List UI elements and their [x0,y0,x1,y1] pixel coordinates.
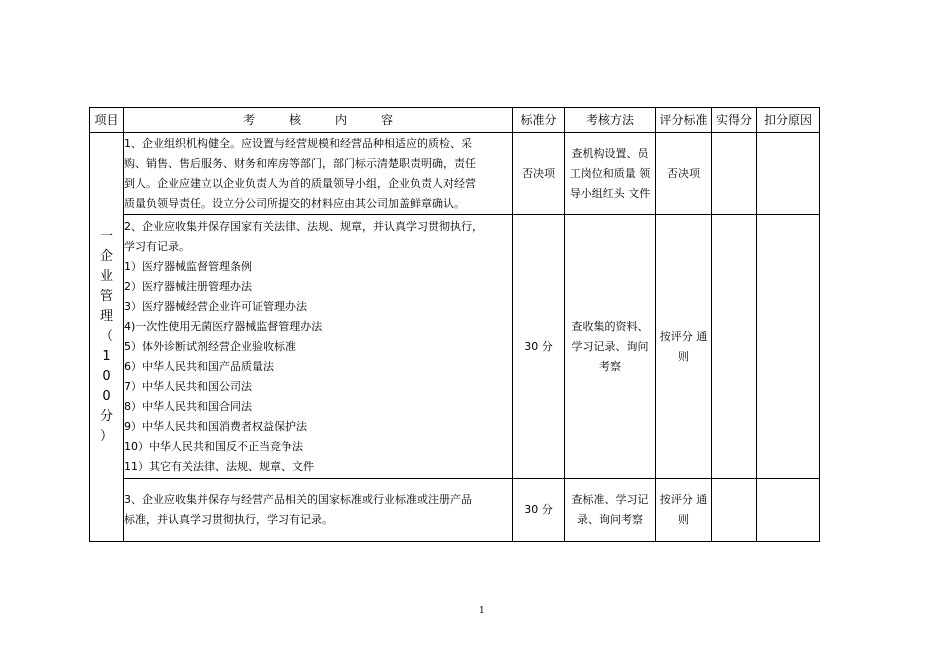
method-line: 学习记录、询问 [571,339,649,353]
content-line: 9）中华人民共和国消费者权益保护法 [124,419,307,433]
header-content [124,108,513,133]
content-line: 5）体外诊断试剂经营企业验收标准 [124,339,296,353]
method-line: 文件 [628,186,651,200]
content-cell [124,479,513,542]
table-row [90,479,820,542]
content-line: 标准，并认真学习贯彻执行，学习有记录。 [124,513,333,526]
category-cell [90,133,124,542]
content-line: 1、企业组织机构健全。应设置与经营规模和经营品种相适应的质检、采 [124,136,472,150]
method-line: 查机构设置、员 [571,146,649,160]
category-char: 0 [102,389,111,404]
header-score: 标准分 [513,108,565,133]
content-line: 3、企业应收集并保存与经营产品相关的国家标准或行业标准或注册产品 [124,493,472,506]
content-line: 2、企业应收集并保存国家有关法律、法规、规章，并认真学习贯彻执行， [124,219,483,233]
content-cell [124,215,513,479]
method-cell [565,479,656,542]
header-criteria: 评分标准 [656,108,712,133]
actual-score-cell [712,133,757,215]
content-line: 8）中华人民共和国合同法 [124,399,252,413]
table-row [90,215,820,479]
category-char: ） [99,429,113,444]
content-line: 10）中华人民共和国反不正当竞争法 [124,439,303,453]
header-item: 项目 [90,108,124,133]
assessment-table [89,107,820,542]
criteria-cell [656,133,712,215]
criteria-line: 通则 [678,329,708,363]
page-number: 1 [479,606,485,616]
category-char: 管 [99,289,113,304]
method-line: 考察 [599,359,621,373]
content-cell [124,133,513,215]
actual-score-cell [712,479,757,542]
method-line: 查标准、学习记 [571,493,649,506]
header-row [90,108,820,133]
score-cell: 30 分 [513,479,565,542]
content-line: 质量负领导责任。设立分公司所提交的材料应由其公司加盖鲜章确认。 [124,196,465,210]
content-line: 1）医疗器械监督管理条例 [124,259,252,273]
method-line: 领导小组红头 [569,166,651,200]
content-line: 2）医疗器械注册管理办法 [124,279,252,293]
category-char: （ [99,329,113,344]
category-char: 分 [99,409,113,424]
score-cell: 否决项 [513,133,565,215]
category-char: 一 [99,229,113,244]
method-cell [565,133,656,215]
header-actual: 实得分 [712,108,757,133]
criteria-line: 否决项 [667,166,700,180]
category-char: 业 [99,269,113,284]
deduct-reason-cell [757,133,820,215]
content-line: 6）中华人民共和国产品质量法 [124,359,274,373]
content-line: 到人。企业应建立以企业负责人为首的质量领导小组，企业负责人对经营 [124,176,476,190]
content-line: 11）其它有关法律、法规、规章、文件 [124,459,314,473]
header-content-label: 考核内容 [242,113,427,127]
criteria-line: 按评分 [659,493,693,506]
method-line: 工岗位和质量 [569,166,636,180]
category-char: 企 [99,249,113,264]
content-line: 购、销售、售后服务、财务和库房等部门，部门标示清楚职责明确，责任 [124,156,476,170]
deduct-reason-cell [757,479,820,542]
method-line: 录、询问考察 [577,513,643,526]
category-char: 1 [102,349,111,364]
header-method: 考核方法 [565,108,656,133]
content-line: 7）中华人民共和国公司法 [124,379,252,393]
method-line: 查收集的资料、 [571,319,649,333]
criteria-line: 按评分 [659,329,693,343]
category-char: 理 [99,309,113,324]
actual-score-cell [712,215,757,479]
score-cell: 30 分 [513,215,565,479]
criteria-cell [656,215,712,479]
deduct-reason-cell [757,215,820,479]
header-deduct: 扣分原因 [757,108,820,133]
criteria-cell [656,479,712,542]
method-cell [565,215,656,479]
criteria-line: 通则 [678,493,708,526]
content-line: 4)一次性使用无菌医疗器械监督管理办法 [124,319,323,333]
content-line: 3）医疗器械经营企业许可证管理办法 [124,299,307,313]
category-char: 0 [102,369,111,384]
content-line: 学习有记录。 [124,239,190,253]
table-row [90,133,820,215]
